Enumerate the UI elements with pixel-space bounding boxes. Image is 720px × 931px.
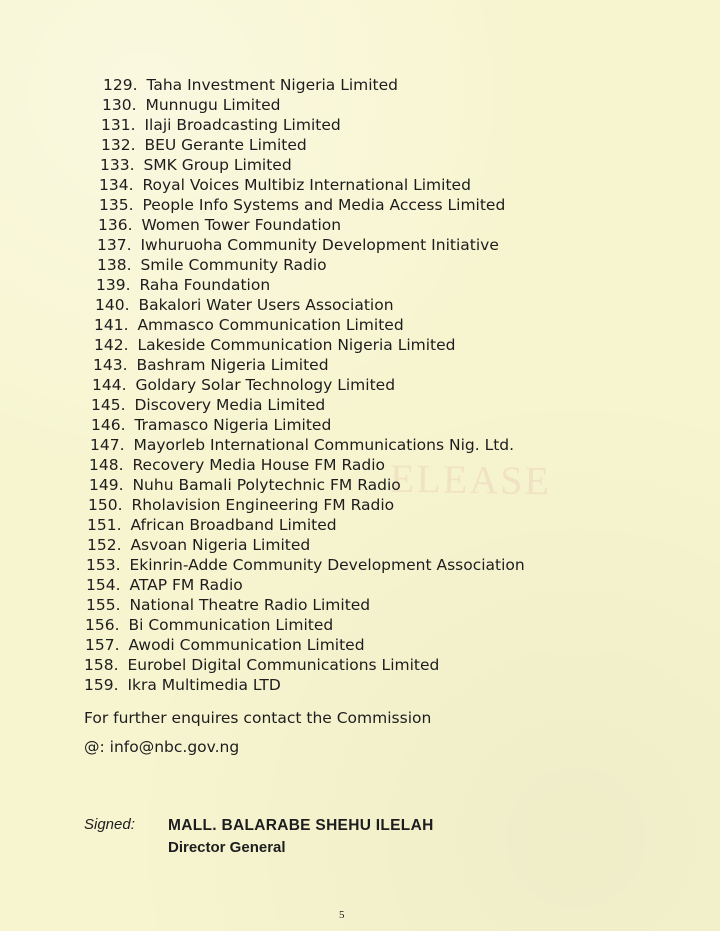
item-number: 132.	[101, 136, 136, 154]
item-name: Eurobel Digital Communications Limited	[127, 656, 440, 674]
item-name: Ikra Multimedia LTD	[127, 676, 281, 694]
list-item	[99, 175, 471, 195]
item-name: Bashram Nigeria Limited	[136, 356, 329, 374]
item-number: 140.	[95, 296, 130, 314]
item-number: 146.	[91, 416, 126, 434]
item-number: 148.	[89, 456, 124, 474]
item-number: 150.	[88, 496, 123, 514]
item-name: SMK Group Limited	[143, 156, 292, 174]
item-number: 141.	[94, 316, 129, 334]
list-item	[99, 195, 505, 215]
item-name: Women Tower Foundation	[141, 216, 342, 234]
item-number: 155.	[86, 596, 121, 614]
list-item	[95, 295, 394, 315]
item-name: Mayorleb International Communications Nig. Ltd.	[133, 436, 515, 454]
item-number: 153.	[86, 556, 121, 574]
list-item	[96, 275, 270, 295]
item-number: 131.	[101, 116, 136, 134]
list-item	[88, 495, 394, 515]
list-item	[93, 355, 329, 375]
item-number: 147.	[90, 436, 125, 454]
item-number: 159.	[84, 676, 119, 694]
item-number: 143.	[93, 356, 128, 374]
item-name: National Theatre Radio Limited	[129, 596, 371, 614]
item-name: People Info Systems and Media Access Limited	[142, 196, 506, 214]
item-number: 137.	[97, 236, 132, 254]
item-name: Ilaji Broadcasting Limited	[144, 116, 341, 134]
list-item	[103, 75, 398, 95]
list-item	[85, 635, 365, 655]
item-name: Bakalori Water Users Association	[138, 296, 394, 314]
item-name: Awodi Communication Limited	[128, 636, 365, 654]
item-name: Rholavision Engineering FM Radio	[131, 496, 395, 514]
item-name: BEU Gerante Limited	[144, 136, 307, 154]
signer-title: Director General	[168, 839, 286, 856]
item-number: 136.	[98, 216, 133, 234]
list-item	[92, 375, 395, 395]
list-item	[97, 235, 499, 255]
signed-label: Signed:	[84, 816, 135, 833]
item-number: 152.	[87, 536, 122, 554]
list-item	[85, 615, 333, 635]
item-name: Nuhu Bamali Polytechnic FM Radio	[132, 476, 401, 494]
item-number: 158.	[84, 656, 119, 674]
item-number: 149.	[89, 476, 124, 494]
list-item	[97, 255, 327, 275]
list-item	[86, 575, 243, 595]
list-item	[101, 115, 341, 135]
item-number: 154.	[86, 576, 121, 594]
item-number: 139.	[96, 276, 131, 294]
item-name: Royal Voices Multibiz International Limited	[142, 176, 471, 194]
list-item	[101, 135, 307, 155]
item-number: 156.	[85, 616, 120, 634]
item-number: 145.	[91, 396, 126, 414]
item-name: Smile Community Radio	[140, 256, 327, 274]
item-number: 134.	[99, 176, 134, 194]
list-item	[102, 95, 281, 115]
list-item	[90, 435, 514, 455]
item-number: 144.	[92, 376, 127, 394]
list-item	[89, 455, 385, 475]
signer-name: MALL. BALARABE SHEHU ILELAH	[168, 817, 434, 834]
list-item	[98, 215, 341, 235]
item-number: 133.	[100, 156, 135, 174]
item-name: Ekinrin-Adde Community Development Association	[129, 556, 525, 574]
item-number: 129.	[103, 76, 138, 94]
item-name: Bi Communication Limited	[128, 616, 334, 634]
list-item	[91, 395, 325, 415]
item-name: Recovery Media House FM Radio	[132, 456, 386, 474]
item-name: ATAP FM Radio	[129, 576, 243, 594]
item-number: 142.	[94, 336, 129, 354]
list-item	[84, 655, 439, 675]
item-number: 130.	[102, 96, 137, 114]
contact-email: @: info@nbc.gov.ng	[84, 738, 240, 756]
release-watermark: ELEASE	[389, 455, 552, 504]
item-name: Iwhuruoha Community Development Initiative	[140, 236, 499, 254]
item-name: Munnugu Limited	[145, 96, 281, 114]
list-item	[86, 595, 370, 615]
list-item	[100, 155, 292, 175]
contact-instruction: For further enquires contact the Commission	[84, 709, 432, 727]
list-item	[91, 415, 331, 435]
list-item	[94, 335, 456, 355]
list-item	[89, 475, 401, 495]
list-item	[87, 515, 337, 535]
item-number: 151.	[87, 516, 122, 534]
list-item	[86, 555, 525, 575]
item-name: Discovery Media Limited	[134, 396, 326, 414]
item-number: 138.	[97, 256, 132, 274]
item-name: Tramasco Nigeria Limited	[134, 416, 332, 434]
item-name: Ammasco Communication Limited	[137, 316, 404, 334]
item-number: 157.	[85, 636, 120, 654]
item-number: 135.	[99, 196, 134, 214]
item-name: Raha Foundation	[139, 276, 271, 294]
list-item	[84, 675, 281, 695]
item-name: Asvoan Nigeria Limited	[130, 536, 311, 554]
page-number: 5	[339, 909, 345, 921]
item-name: Goldary Solar Technology Limited	[135, 376, 396, 394]
item-name: African Broadband Limited	[130, 516, 337, 534]
item-name: Taha Investment Nigeria Limited	[146, 76, 399, 94]
item-name: Lakeside Communication Nigeria Limited	[137, 336, 456, 354]
list-item	[94, 315, 404, 335]
list-item	[87, 535, 310, 555]
